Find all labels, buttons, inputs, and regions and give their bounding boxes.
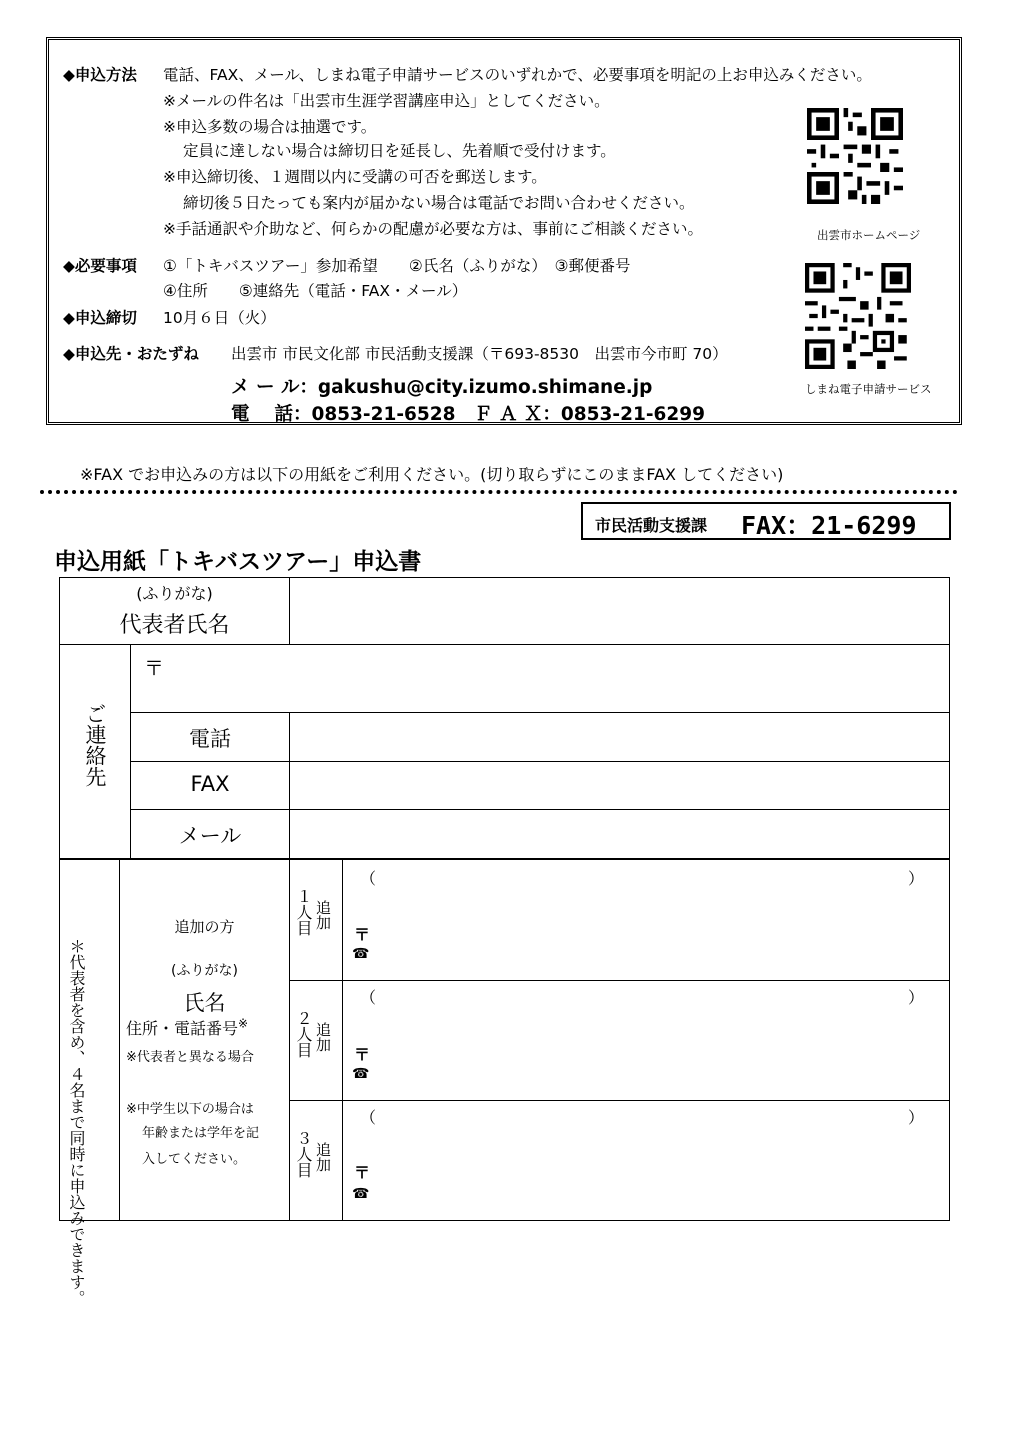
postal-mark: 〒 bbox=[144, 656, 164, 680]
row1-person-number: １人目 bbox=[294, 888, 313, 936]
add-furigana-label: (ふりがな) bbox=[171, 963, 238, 979]
fax-label: FAX bbox=[190, 772, 230, 796]
row3-open-paren: （ bbox=[360, 1108, 377, 1127]
rep-name-field[interactable] bbox=[291, 579, 947, 642]
form-title: 申込用紙「トキバスツアー」申込書 bbox=[54, 549, 422, 575]
row3-entry-field[interactable] bbox=[344, 1102, 947, 1218]
add-note-minor-1: ※中学生以下の場合は bbox=[126, 1102, 254, 1117]
deadline-text: 10月６日（火） bbox=[163, 309, 276, 327]
required-heading: ◆必要事項 bbox=[63, 257, 137, 275]
fax-usage-note: ※FAX でお申込みの方は以下の用紙をご利用ください。(切り取らずにこのままFAX してください) bbox=[80, 465, 784, 484]
add-name-label: 氏名 bbox=[183, 991, 226, 1015]
row1-postal-mark: 〒 bbox=[354, 925, 371, 944]
contact-tel-fax: 電 話：0853-21-6528 Ｆ Ａ Ｘ：0853-21-6299 bbox=[231, 404, 705, 425]
row1-add-label: 追加 bbox=[314, 900, 332, 930]
row3-postal-mark: 〒 bbox=[354, 1163, 371, 1182]
cut-line-divider bbox=[40, 490, 958, 494]
qr-code-homepage-icon[interactable] bbox=[807, 108, 903, 204]
group-limit-note: ＊代表者を含め、４名まで同時に申込みできます。 bbox=[67, 938, 86, 1306]
note-extend: 定員に達しない場合は締切日を延長し、先着順で受付けます。 bbox=[183, 142, 616, 160]
add-person-label: 追加の方 bbox=[174, 918, 235, 936]
note-no-notice: 締切後５日たっても案内が届かない場合は電話でお問い合わせください。 bbox=[183, 194, 695, 212]
fax-number-box bbox=[581, 502, 951, 540]
note-after-deadline: ※申込締切後、１週間以内に受講の可否を郵送します。 bbox=[163, 168, 547, 186]
tel-label: 電話 bbox=[189, 727, 231, 751]
fax-number: FAX：21-6299 bbox=[741, 511, 917, 540]
row3-add-label: 追加 bbox=[314, 1142, 332, 1172]
destination-text: 出雲市 市民文化部 市民活動支援課（〒693-8530 出雲市今市町 70） bbox=[231, 345, 728, 363]
add-address-tel-label: 住所・電話番号※ bbox=[126, 1016, 249, 1038]
row2-person-number: ２人目 bbox=[294, 1010, 313, 1058]
row1-open-paren: （ bbox=[360, 869, 377, 888]
tel-field[interactable] bbox=[291, 714, 947, 759]
add-note-different: ※代表者と異なる場合 bbox=[126, 1050, 254, 1065]
deadline-heading: ◆申込締切 bbox=[63, 309, 137, 327]
qr-homepage-caption: 出雲市ホームページ bbox=[817, 228, 921, 242]
address-field[interactable] bbox=[168, 646, 947, 710]
row1-entry-field[interactable] bbox=[344, 860, 947, 978]
fax-field[interactable] bbox=[291, 763, 947, 807]
row3-phone-icon: ☎ bbox=[352, 1186, 370, 1202]
rep-furigana-label: (ふりがな) bbox=[136, 584, 213, 603]
row1-phone-icon: ☎ bbox=[352, 946, 370, 962]
fax-dept-label: 市民活動支援課 bbox=[595, 516, 708, 535]
rep-name-label: 代表者氏名 bbox=[119, 613, 230, 638]
note-lottery: ※申込多数の場合は抽選です。 bbox=[163, 118, 377, 136]
application-info-box bbox=[46, 37, 962, 425]
row3-person-number: ３人目 bbox=[294, 1130, 313, 1178]
row2-open-paren: （ bbox=[360, 988, 377, 1007]
mail-label: メール bbox=[178, 824, 242, 848]
row2-phone-icon: ☎ bbox=[352, 1066, 370, 1082]
method-heading: ◆申込方法 bbox=[63, 66, 137, 84]
contact-mail[interactable]: メ ー ル：gakushu@city.izumo.shimane.jp bbox=[231, 377, 653, 398]
contact-label: ご連絡先 bbox=[83, 703, 107, 787]
mail-field[interactable] bbox=[291, 811, 947, 856]
method-text: 電話、FAX、メール、しまね電子申請サービスのいずれかで、必要事項を明記の上お申込みください。 bbox=[163, 66, 872, 84]
row3-close-paren: ） bbox=[908, 1108, 925, 1127]
required-line-2: ④住所 ⑤連絡先（電話・FAX・メール） bbox=[163, 282, 468, 300]
row2-entry-field[interactable] bbox=[344, 982, 947, 1098]
row2-close-paren: ） bbox=[908, 988, 925, 1007]
required-line-1: ①「トキバスツアー」参加希望 ②氏名（ふりがな） ③郵便番号 bbox=[163, 257, 631, 275]
note-consult: ※手話通訳や介助など、何らかの配慮が必要な方は、事前にご相談ください。 bbox=[163, 220, 703, 238]
qr-code-shimane-eservice-icon[interactable] bbox=[805, 263, 911, 369]
row2-add-label: 追加 bbox=[314, 1022, 332, 1052]
add-note-minor-3: 入してください。 bbox=[142, 1152, 247, 1167]
destination-heading: ◆申込先・おたずね bbox=[63, 345, 199, 363]
add-note-minor-2: 年齢または学年を記 bbox=[142, 1126, 260, 1141]
qr-eservice-caption: しまね電子申請サービス bbox=[805, 382, 932, 396]
row2-postal-mark: 〒 bbox=[354, 1045, 371, 1064]
note-mail-subject: ※メールの件名は「出雲市生涯学習講座申込」としてください。 bbox=[163, 92, 610, 110]
row1-close-paren: ） bbox=[908, 869, 925, 888]
